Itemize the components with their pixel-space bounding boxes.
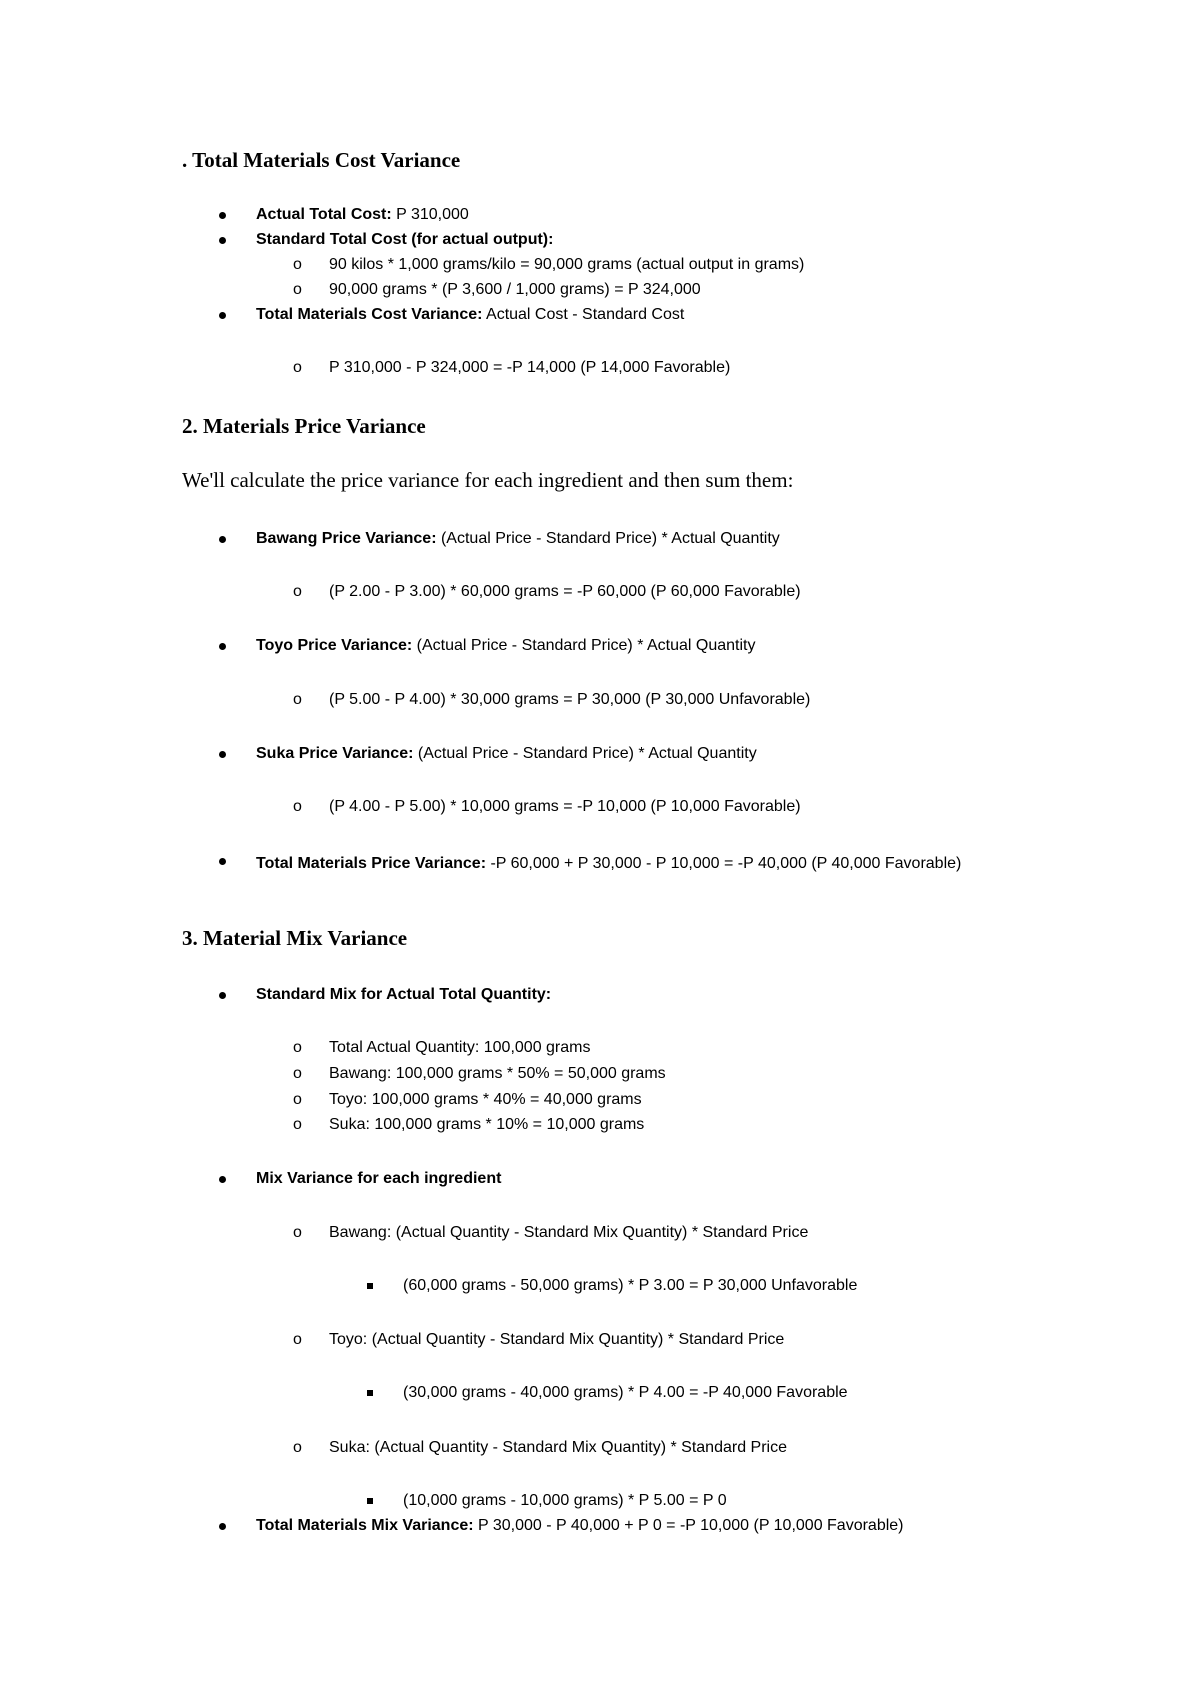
circle-bullet-icon: o xyxy=(293,798,302,815)
list-item: (10,000 grams - 10,000 grams) * P 5.00 = P 0 xyxy=(403,1492,727,1509)
bullet-icon xyxy=(219,1523,226,1530)
section-heading-total-cost-variance: . Total Materials Cost Variance xyxy=(182,148,461,172)
bullet-icon xyxy=(219,1176,226,1183)
circle-bullet-icon: o xyxy=(293,1331,302,1348)
list-item: Toyo Price Variance: (Actual Price - Standard Price) * Actual Quantity xyxy=(256,637,756,654)
circle-bullet-icon: o xyxy=(293,1091,302,1108)
circle-bullet-icon: o xyxy=(293,583,302,600)
circle-bullet-icon: o xyxy=(293,1439,302,1456)
circle-bullet-icon: o xyxy=(293,1224,302,1241)
circle-bullet-icon: o xyxy=(293,1065,302,1082)
list-item: (P 2.00 - P 3.00) * 60,000 grams = -P 60,000 (P 60,000 Favorable) xyxy=(329,583,801,600)
intro-paragraph: We'll calculate the price variance for each ingredient and then sum them: xyxy=(182,468,794,492)
circle-bullet-icon: o xyxy=(293,1116,302,1133)
list-item: Mix Variance for each ingredient xyxy=(256,1170,502,1187)
list-item: Total Actual Quantity: 100,000 grams xyxy=(329,1039,591,1056)
list-item: Toyo: 100,000 grams * 40% = 40,000 grams xyxy=(329,1091,642,1108)
section-heading-price-variance: 2. Materials Price Variance xyxy=(182,414,426,438)
square-bullet-icon xyxy=(367,1283,373,1289)
bullet-icon xyxy=(219,992,226,999)
circle-bullet-icon: o xyxy=(293,359,302,376)
circle-bullet-icon: o xyxy=(293,281,302,298)
bullet-icon xyxy=(219,643,226,650)
bullet-icon xyxy=(219,751,226,758)
circle-bullet-icon: o xyxy=(293,256,302,273)
list-item: 90 kilos * 1,000 grams/kilo = 90,000 grams (actual output in grams) xyxy=(329,256,805,273)
bullet-icon xyxy=(219,858,226,865)
list-item: (60,000 grams - 50,000 grams) * P 3.00 = P 30,000 Unfavorable xyxy=(403,1277,858,1294)
list-item: Standard Total Cost (for actual output): xyxy=(256,231,554,248)
bullet-icon xyxy=(219,312,226,319)
circle-bullet-icon: o xyxy=(293,1039,302,1056)
list-item: Toyo: (Actual Quantity - Standard Mix Quantity) * Standard Price xyxy=(329,1331,785,1348)
list-item: Bawang: 100,000 grams * 50% = 50,000 grams xyxy=(329,1065,666,1082)
list-item: Total Materials Price Variance: -P 60,000 + P 30,000 - P 10,000 = -P 40,000 (P 40,000 Favorable) xyxy=(256,855,962,872)
list-item: Total Materials Cost Variance: Actual Cost - Standard Cost xyxy=(256,306,685,323)
section-heading-mix-variance: 3. Material Mix Variance xyxy=(182,926,408,950)
list-item: Bawang Price Variance: (Actual Price - Standard Price) * Actual Quantity xyxy=(256,530,780,547)
list-item: Bawang: (Actual Quantity - Standard Mix Quantity) * Standard Price xyxy=(329,1224,809,1241)
list-item: Total Materials Mix Variance: P 30,000 - P 40,000 + P 0 = -P 10,000 (P 10,000 Favorable) xyxy=(256,1517,904,1534)
list-item: (30,000 grams - 40,000 grams) * P 4.00 = -P 40,000 Favorable xyxy=(403,1384,848,1401)
list-item: 90,000 grams * (P 3,600 / 1,000 grams) = P 324,000 xyxy=(329,281,701,298)
list-item: Standard Mix for Actual Total Quantity: xyxy=(256,986,552,1003)
list-item: P 310,000 - P 324,000 = -P 14,000 (P 14,000 Favorable) xyxy=(329,359,731,376)
list-item: Actual Total Cost: P 310,000 xyxy=(256,206,469,223)
list-item: Suka Price Variance: (Actual Price - Standard Price) * Actual Quantity xyxy=(256,745,757,762)
list-item: Suka: (Actual Quantity - Standard Mix Quantity) * Standard Price xyxy=(329,1439,787,1456)
square-bullet-icon xyxy=(367,1390,373,1396)
circle-bullet-icon: o xyxy=(293,691,302,708)
bullet-icon xyxy=(219,237,226,244)
bullet-icon xyxy=(219,536,226,543)
list-item: (P 4.00 - P 5.00) * 10,000 grams = -P 10,000 (P 10,000 Favorable) xyxy=(329,798,801,815)
list-item: (P 5.00 - P 4.00) * 30,000 grams = P 30,000 (P 30,000 Unfavorable) xyxy=(329,691,811,708)
square-bullet-icon xyxy=(367,1498,373,1504)
bullet-icon xyxy=(219,212,226,219)
list-item: Suka: 100,000 grams * 10% = 10,000 grams xyxy=(329,1116,645,1133)
